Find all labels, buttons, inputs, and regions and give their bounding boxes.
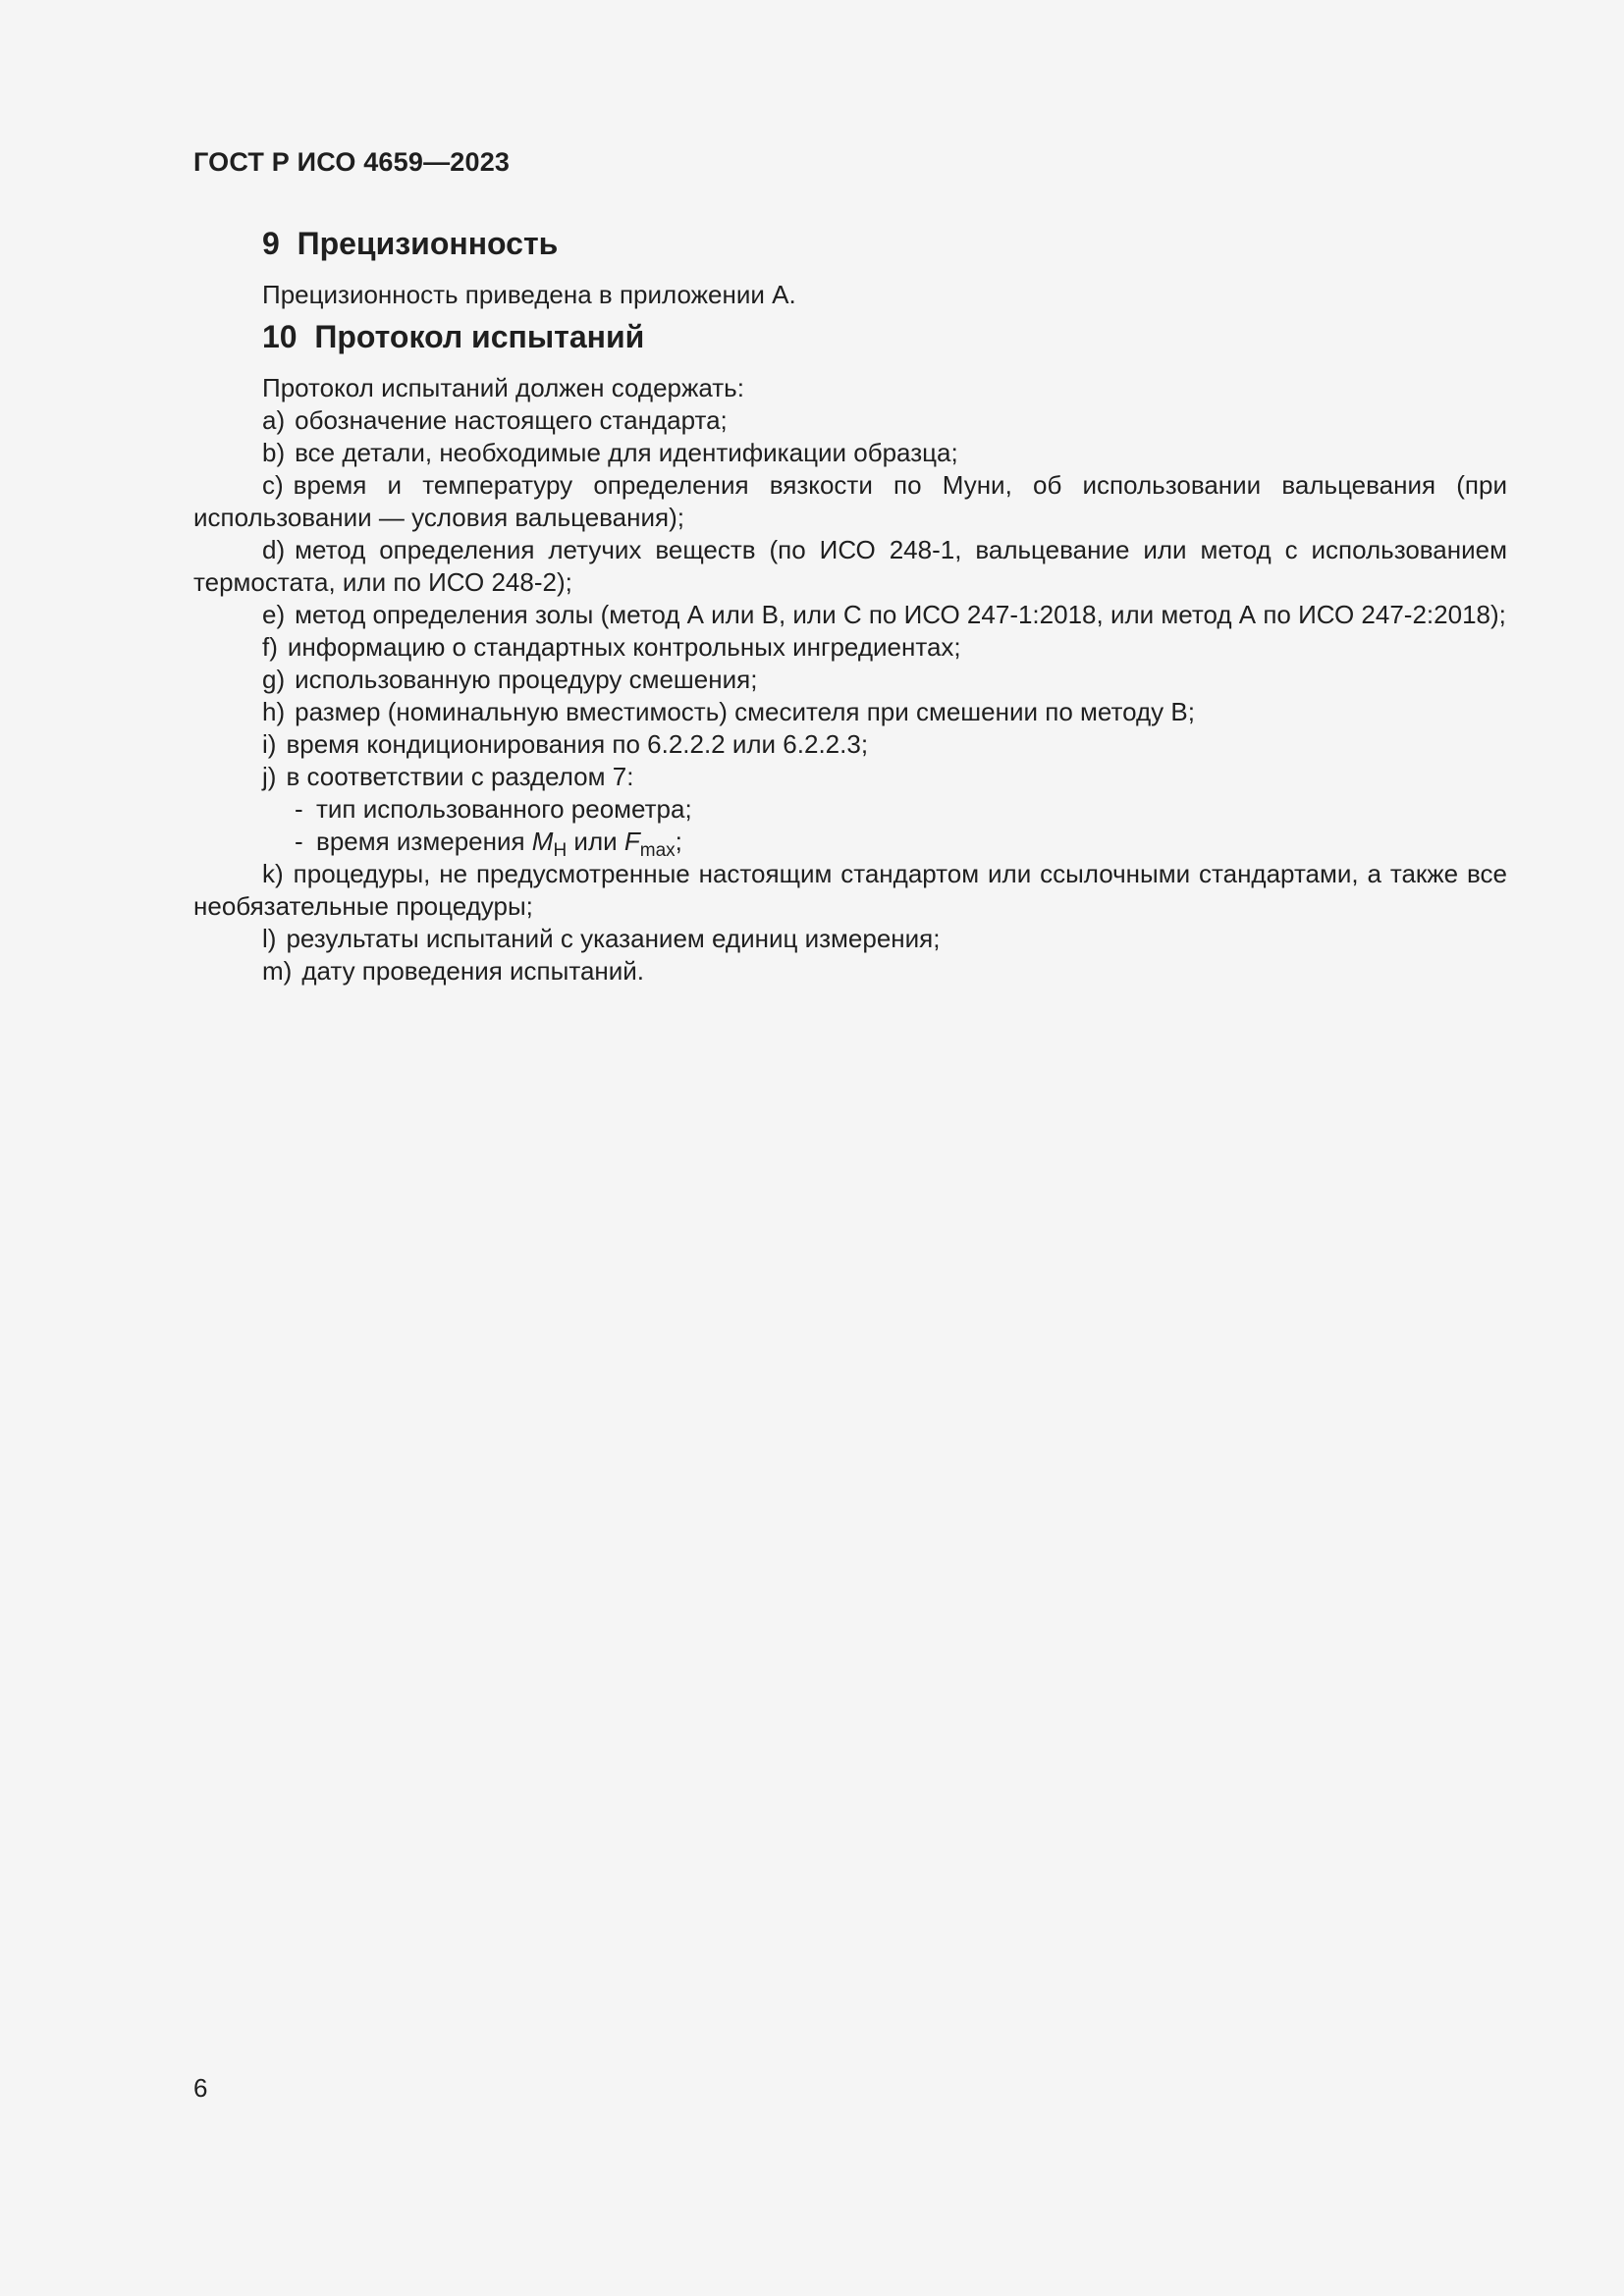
item-text: время кондиционирования по 6.2.2.2 или 6.2.2.3;	[286, 729, 869, 759]
or-text: или	[567, 827, 624, 856]
item-letter: m)	[262, 956, 293, 986]
item-letter: c)	[262, 470, 284, 500]
page-content	[193, 218, 1507, 988]
item-text: процедуры, не предусмотренные настоящим стандартом или ссылочными стандартами, а также все необязательные процедуры;	[193, 859, 1507, 921]
item-text: обозначение настоящего стандарта;	[295, 405, 728, 435]
f-subscript: max	[639, 840, 676, 861]
item-letter: l)	[262, 924, 277, 953]
item-text: метод определения летучих веществ (по ИСО 248-1, вальцевание или метод с использованием термостата, или по ИСО 248-2);	[193, 535, 1507, 597]
sub-item-suffix: ;	[675, 827, 682, 856]
list-item	[193, 696, 1507, 728]
item-letter: i)	[262, 729, 277, 759]
item-letter: a)	[262, 405, 286, 435]
sub-item-text: тип использованного реометра;	[316, 794, 692, 824]
list-item	[193, 404, 1507, 437]
list-item	[193, 469, 1507, 534]
protocol-items-list	[193, 404, 1507, 988]
section-9-text: Прецизионность приведена в приложении А.	[262, 280, 796, 309]
m-subscript: H	[553, 840, 568, 861]
item-letter: d)	[262, 535, 286, 564]
list-item	[193, 858, 1507, 923]
sub-list-item-measure-time	[193, 826, 1507, 861]
section-10-heading	[193, 311, 1507, 362]
list-item	[193, 631, 1507, 664]
list-item	[193, 437, 1507, 469]
item-text: размер (номинальную вместимость) смесителя при смешении по методу В;	[295, 697, 1195, 726]
item-letter: j)	[262, 762, 277, 791]
item-text: время и температуру определения вязкости по Муни, об использовании вальцевания (при использовании — условия вальцевания);	[193, 470, 1507, 532]
item-text: метод определения золы (метод А или В, или С по ИСО 247-1:2018, или метод А по ИСО 247-2:2018);	[295, 600, 1506, 629]
list-item	[193, 599, 1507, 631]
sub-item-prefix: время измерения	[316, 827, 532, 856]
f-symbol: F	[623, 827, 640, 856]
list-item	[193, 534, 1507, 599]
item-text: дату проведения испытаний.	[301, 956, 645, 986]
section-9-number: 9	[262, 226, 280, 261]
item-text: в соответствии с разделом 7:	[286, 762, 634, 791]
item-letter: f)	[262, 632, 278, 662]
list-item	[193, 955, 1507, 988]
item-text: все детали, необходимые для идентификации образца;	[295, 438, 958, 467]
list-item	[193, 728, 1507, 761]
item-letter: b)	[262, 438, 286, 467]
sub-list-item-rheometer	[193, 793, 1507, 826]
list-item	[193, 923, 1507, 955]
item-letter: e)	[262, 600, 286, 629]
section-10-number: 10	[262, 319, 298, 354]
section-10-intro: Протокол испытаний должен содержать:	[262, 373, 744, 402]
m-symbol: M	[531, 827, 554, 856]
document-code-header: ГОСТ Р ИСО 4659—2023	[193, 147, 511, 177]
item-letter: g)	[262, 665, 286, 694]
list-item	[193, 664, 1507, 696]
item-text: использованную процедуру смешения;	[295, 665, 758, 694]
dash-marker: -	[295, 827, 303, 856]
item-text: результаты испытаний с указанием единиц измерения;	[286, 924, 941, 953]
section-10-title: Протокол испытаний	[314, 319, 645, 354]
list-item	[193, 761, 1507, 793]
section-9-title: Прецизионность	[297, 226, 559, 261]
page-number: 6	[193, 2073, 208, 2103]
dash-marker: -	[295, 794, 303, 824]
section-9-heading	[193, 218, 1507, 269]
item-letter: k)	[262, 859, 284, 888]
item-letter: h)	[262, 697, 286, 726]
item-text: информацию о стандартных контрольных ингредиентах;	[287, 632, 961, 662]
